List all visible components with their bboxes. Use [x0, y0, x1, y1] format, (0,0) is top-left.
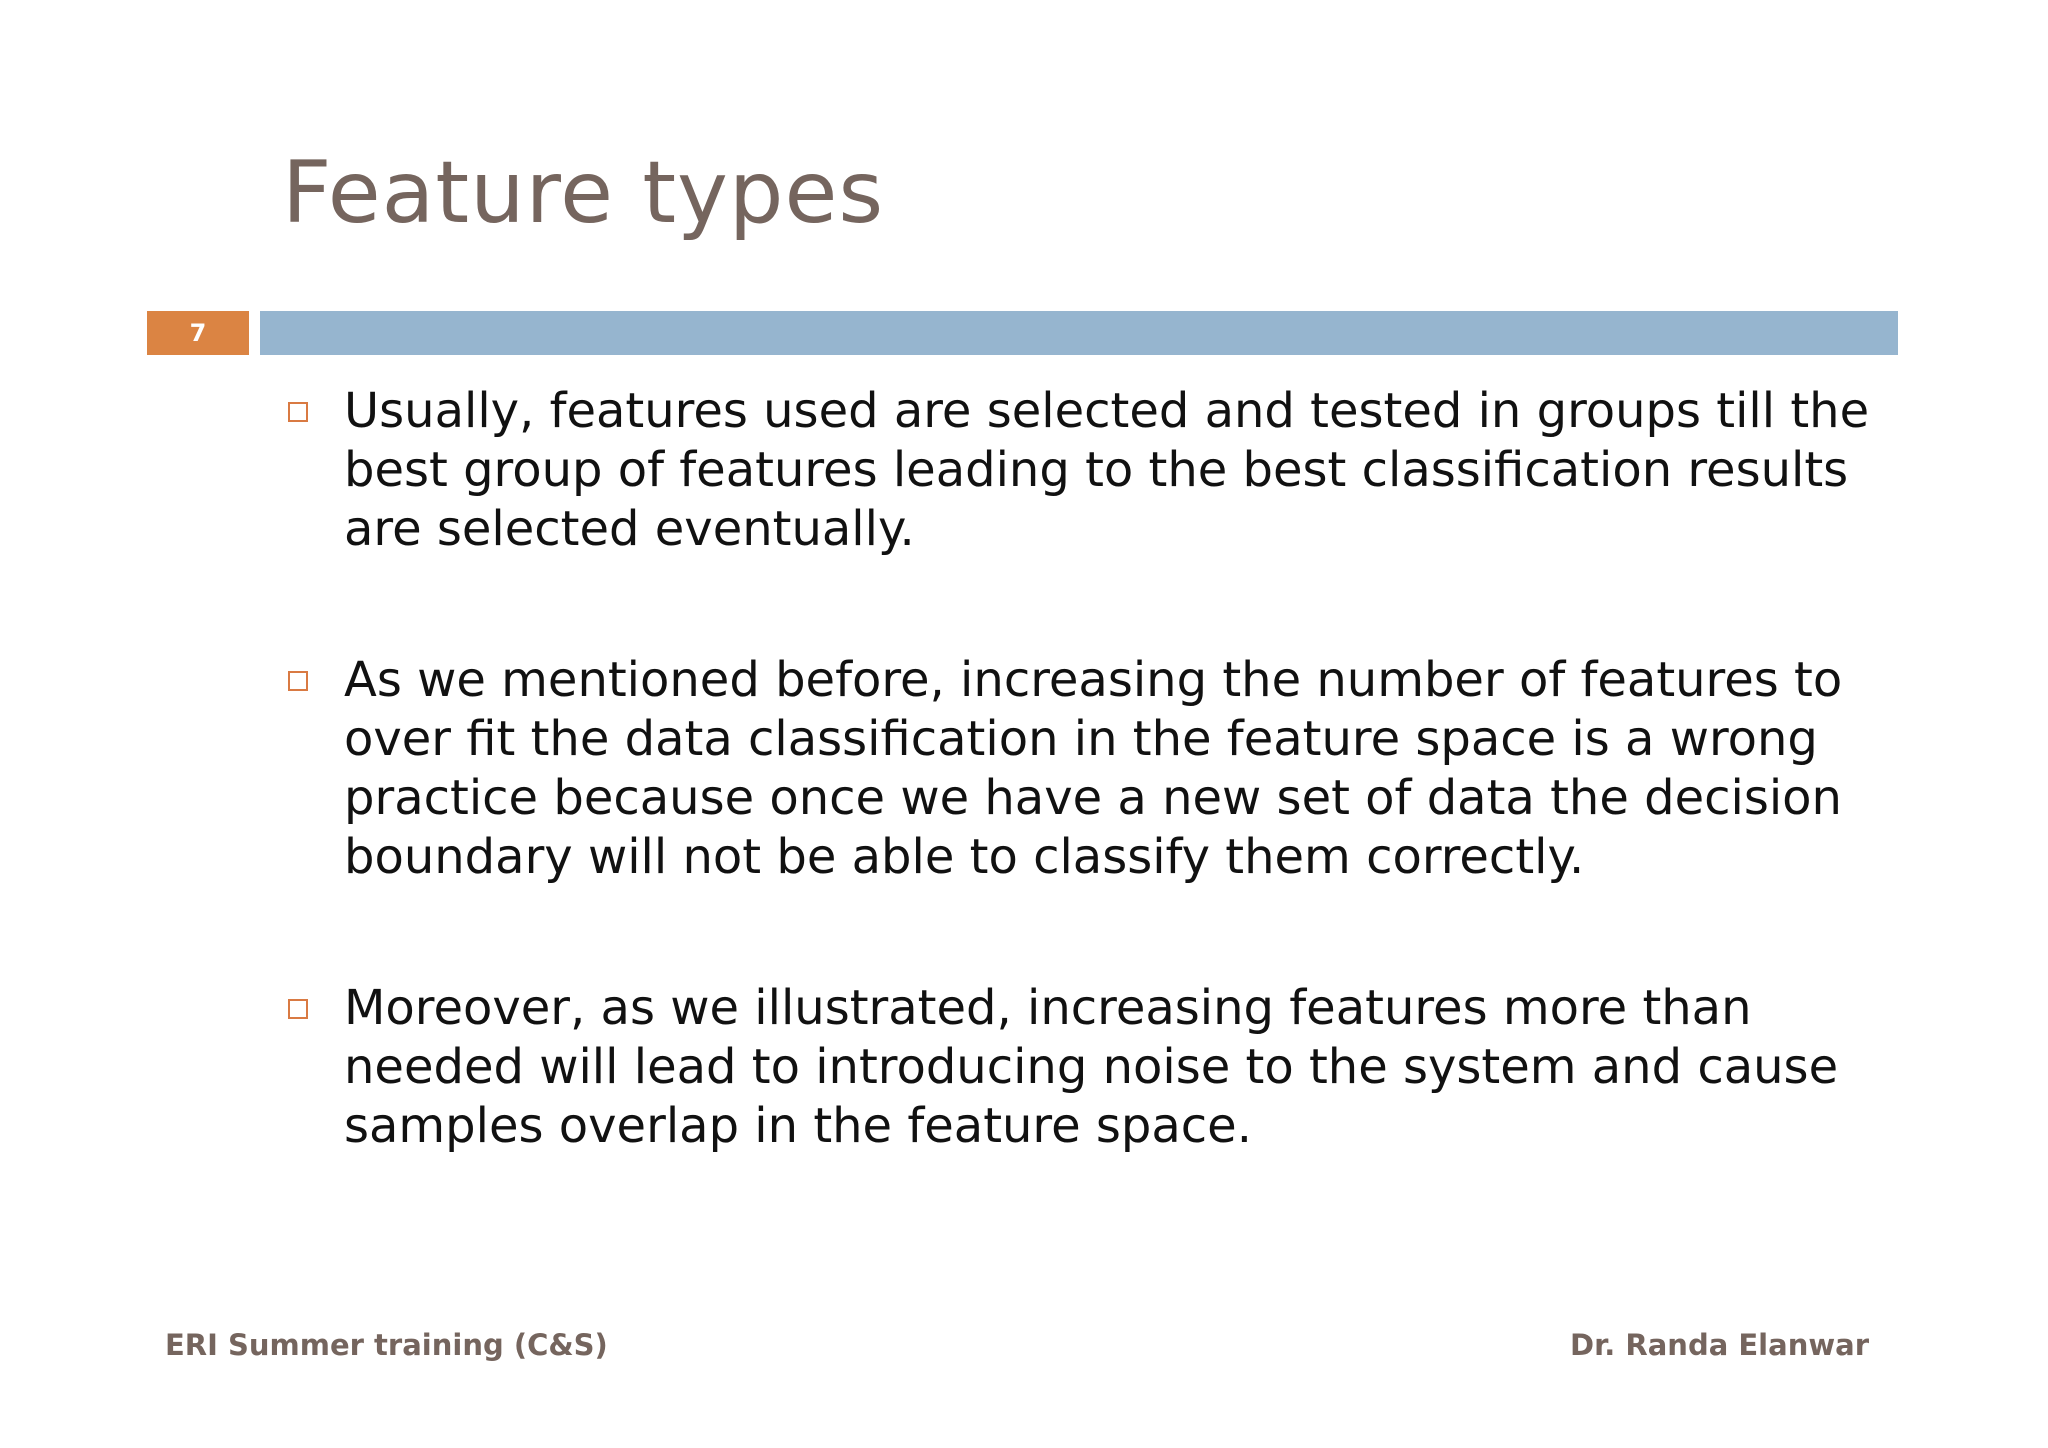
title-divider-bar: [260, 311, 1898, 355]
footer-course: ERI Summer training (C&S): [165, 1328, 608, 1362]
footer-author: Dr. Randa Elanwar: [1570, 1328, 1869, 1362]
hollow-square-bullet-icon: [288, 402, 308, 422]
slide-title: Feature types: [282, 143, 885, 243]
bullet-item: [282, 651, 1922, 887]
slide-number: 7: [147, 311, 249, 355]
bullet-list: [282, 382, 1922, 1156]
bullet-text: Moreover, as we illustrated, increasing features more than needed will lead to introducing noise to the system and cause samples overlap in the feature space.: [344, 980, 1839, 1154]
bullet-item: [282, 979, 1922, 1156]
hollow-square-bullet-icon: [288, 671, 308, 691]
hollow-square-bullet-icon: [288, 999, 308, 1019]
bullet-item: [282, 382, 1922, 559]
bullet-text: As we mentioned before, increasing the number of features to over fit the data classification in the feature space is a wrong practice because once we have a new set of data the decision boundary will not be able to classify them correctly.: [344, 652, 1843, 885]
bullet-text: Usually, features used are selected and tested in groups till the best group of features leading to the best classification results are selected eventually.: [344, 383, 1870, 557]
